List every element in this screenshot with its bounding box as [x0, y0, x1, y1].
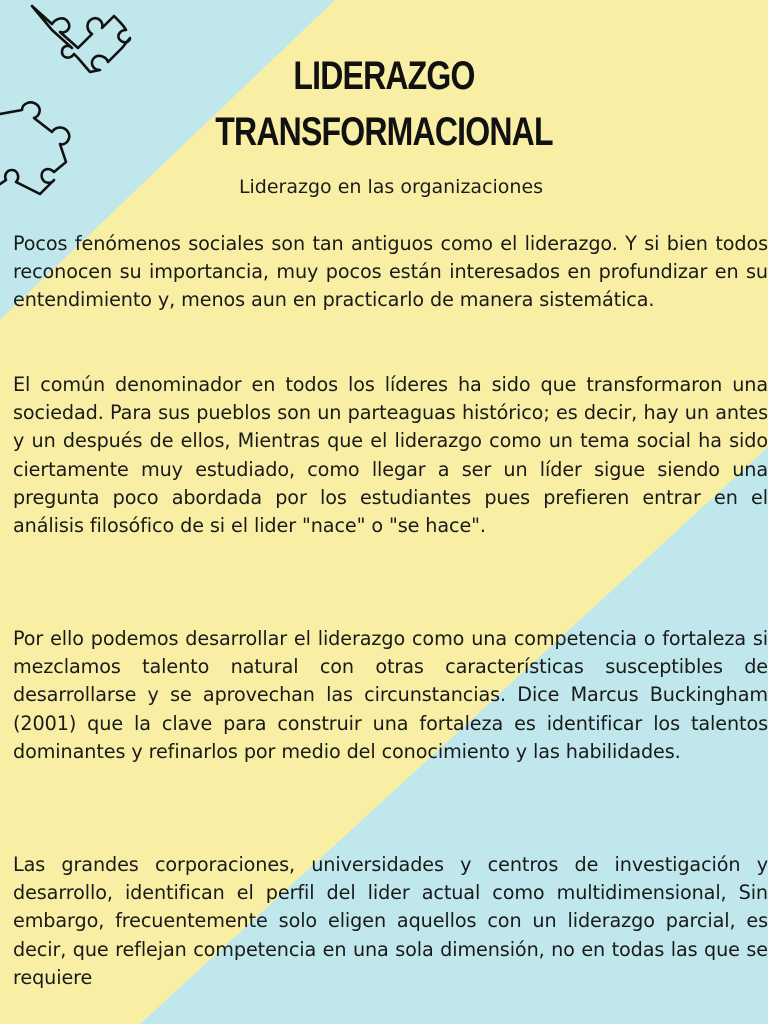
- page-title-line-2: TRANSFORMACIONAL: [215, 110, 553, 154]
- paragraph-4: Las grandes corporaciones, universidades y centros de investigación y desarrollo, identifican el perfil del lider actual como multidimensional, Sin embargo, frecuentemente solo eligen aquellos con un liderazgo parcial, es decir, que reflejan competencia en una sola dimensión, no en todas las que se requiere: [13, 853, 768, 989]
- paragraph-2: El común denominador en todos los líderes ha sido que transformaron una sociedad. Para sus pueblos son un parteaguas histórico; es decir, hay un antes y un después de ellos, Mientras que el liderazgo como un tema social ha sido ciertamente muy estudiado, como llegar a ser un líder sigue siendo una pregunta poco abordada por los estudiantes pues prefieren entrar en el análisis filosófico de si el lider "nace" o "se hace".: [13, 373, 768, 538]
- page-subtitle: Liderazgo en las organizaciones: [238, 176, 544, 198]
- page-title-line-1: LIDERAZGO: [293, 54, 475, 98]
- paragraph-1: Pocos fenómenos sociales son tan antiguos como el liderazgo. Y si bien todos reconocen su importancia, muy pocos están interesados en profundizar en su entendimiento y, menos aun en practicarlo de manera sistemática.: [13, 232, 768, 312]
- paragraph-3: Por ello podemos desarrollar el liderazgo como una competencia o fortaleza si mezclamos talento natural con otras características susceptibles de desarrollarse y se aprovechan las circunstancias. Dice Marcus Buckingham (2001) que la clave para construir una fortaleza es identificar los talentos dominantes y refinarlos por medio del conocimiento y las habilidades.: [13, 627, 768, 763]
